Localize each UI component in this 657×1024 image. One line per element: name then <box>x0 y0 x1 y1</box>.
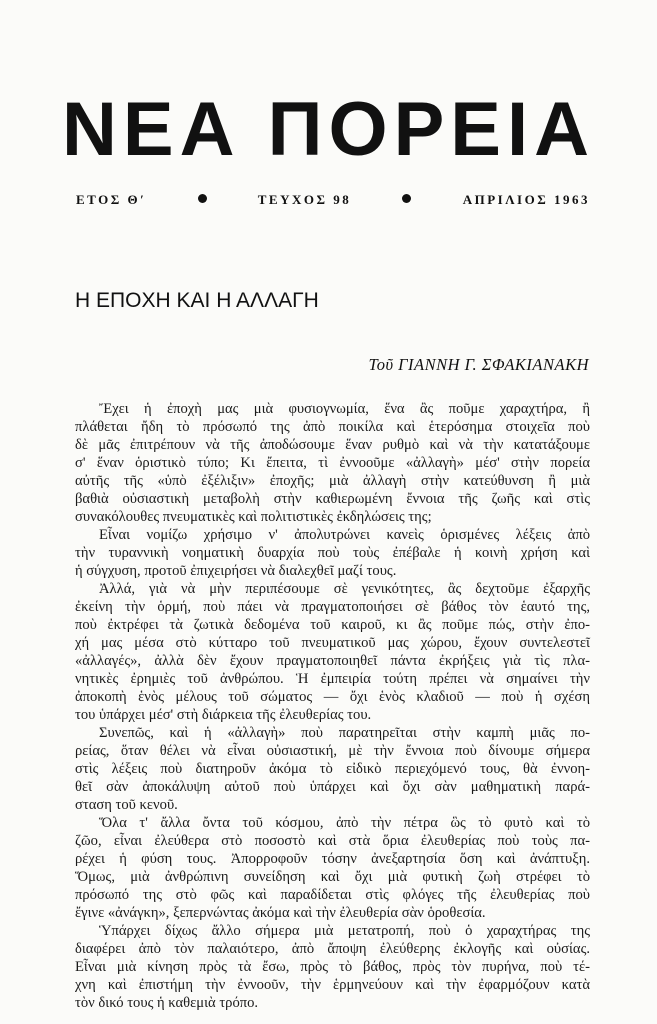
text-line: ζῶο, εἶναι ἐλεύθερα στὸ ποσοστὸ καὶ στὰ ὅρια ἐλευθερίας ποὺ τοὺς πα- <box>75 833 590 849</box>
text-line: τὸν δικό τους ἡ καθεμιὰ τρόπο. <box>75 995 259 1011</box>
text-line: Ὅλα τ' ἄλλα ὄντα τοῦ κόσμου, ἀπὸ τὴν πέτρα ὣς τὸ φυτὸ καὶ τὸ <box>99 815 590 831</box>
article-paragraph <box>75 400 590 526</box>
article-title: Η ΕΠΟΧΗ ΚΑΙ Η ΑΛΛΑΓΗ <box>75 289 319 312</box>
text-line: ποὺ ἐκτρέφει τὰ ζωτικὰ δεδομένα τοῦ καιροῦ, κι ἂς ποῦμε πώς, στὴν ἐπο- <box>75 617 590 633</box>
text-line: Συνεπῶς, καὶ ἡ «ἀλλαγὴ» ποὺ παρατηρεῖται στὴν καμπὴ μιᾶς πο- <box>99 725 590 741</box>
text-line: πλάθεται ἤδη τὸ πρόσωπό της ἀπὸ ποικίλα καὶ ἑτερόσημα στοιχεῖα ποὺ <box>75 419 590 435</box>
article-paragraph <box>75 724 590 814</box>
text-line: ἀποκοπὴ ἑνὸς μέλους τοῦ σώματος — ὄχι ἑνὸς κλαδιοῦ — ποὺ ἡ σχέση <box>75 689 590 705</box>
text-line: ἐκείνη τὴν ὁρμή, ποὺ πάει νὰ πραγματοποιήσει σὲ βάθος τὸν ἑαυτό της, <box>75 599 590 615</box>
text-line: «ἀλλαγές», ἀλλὰ δὲν ἔχουν πραγματοποιηθεῖ πάντα ἐκρήξεις γιὰ τὶς πλα- <box>75 653 590 669</box>
article-byline: Τοῦ ΓΙΑΝΝΗ Γ. ΣΦΑΚΙΑΝΑΚΗ <box>368 355 589 374</box>
article-paragraph <box>75 814 590 922</box>
text-line: Ὑπάρχει δίχως ἄλλο σήμερα μιὰ μετατροπή, ποὺ ὁ χαραχτήρας της <box>99 923 590 939</box>
text-line: σταση τοῦ κενοῦ. <box>75 797 178 813</box>
text-line: Ὅμως, μιὰ ἀνθρώπινη συνείδηση καὶ ὄχι μιὰ φυτικὴ ζωὴ στρέφει τὸ <box>75 869 590 885</box>
article-paragraph <box>75 526 590 580</box>
text-line: ρείας, ὅταν θέλει νὰ εἶναι οὐσιαστική, μὲ τὴν ἔννοια ποὺ δίνουμε σήμερα <box>75 743 590 759</box>
article-body <box>75 400 590 1012</box>
text-line: νητικὲς ἐρημιὲς τοῦ ἀνθρώπου. Ἡ ἐμπειρία τούτη πρέπει νὰ σημαίνει τὴν <box>75 671 590 687</box>
text-line: ἡ σύγχυση, προτοῦ ἐπιχειρήσει νὰ διαλεχθεῖ μαζί τους. <box>75 563 397 579</box>
text-line: ἔγινε «ἀνάγκη», ξεπερνώντας ἀκόμα καὶ τὴν ἐλευθερία σὰν ὁροθεσία. <box>75 905 486 921</box>
text-line: Εἶναι μιὰ κίνηση πρὸς τὰ ἔσω, πρὸς τὸ βάθος, πρὸς τὸν πυρήνα, ποὺ τέ- <box>75 959 590 975</box>
text-line: Ἔχει ἡ ἐποχὴ μας μιὰ φυσιογνωμία, ἕνα ἂς ποῦμε χαραχτήρα, ἢ <box>99 401 590 417</box>
text-line: δὲ μᾶς ἐπιτρέπουν νὰ τῆς ἀποδώσουμε ἕναν ρυθμὸ καὶ νὰ τὴν κατατάξουμε <box>75 437 590 453</box>
text-line: συνακόλουθες πνευματικὲς καὶ πολιτιστικὲς ἐκδηλώσεις της; <box>75 509 432 525</box>
text-line: αὐτῆς τῆς «ὑπὸ ἐξέλιξιν» ἐποχῆς; μιὰ ἀλλαγὴ στὴν κατεύθυνση ἢ μιὰ <box>75 473 590 489</box>
issue-year: ΕΤΟΣ Θʹ <box>76 192 147 207</box>
bullet-separator-icon <box>198 194 207 203</box>
bullet-separator-icon <box>402 194 411 203</box>
magazine-masthead: ΝΕΑ ΠΟΡΕΙΑ <box>62 87 595 172</box>
text-line: χή μας μέσα στὸ κύτταρο τοῦ πνευματικοῦ μας χώρου, ἔχουν συντελεστεῖ <box>75 635 590 651</box>
text-line: διαφέρει ἀπὸ τὸν παλαιότερο, ἀπὸ ἄποψη ἐλεύθερης ἐκλογῆς καὶ οὐσίας. <box>75 941 590 957</box>
article-paragraph <box>75 922 590 1012</box>
text-line: χνη καὶ ἐπιστήμη τὴν ἐννοοῦν, τὴν ἑρμηνεύουν καὶ τὴν ἐφαρμόζουν κατὰ <box>75 977 590 993</box>
text-line: Εἶναι νομίζω χρήσιμο ν' ἀπολυτρώνει κανεὶς ὁρισμένες λέξεις ἀπὸ <box>99 527 590 543</box>
text-line: του ὑπάρχει μέσ' στὴ διάρκεια τῆς ἐλευθερίας του. <box>75 707 372 723</box>
text-line: θεῖ σὰν ἀποκάλυψη αὐτοῦ ποὺ ὑπάρχει καὶ ὄχι σὰν μαθηματικὴ παρά- <box>75 779 590 795</box>
text-line: βαθιὰ οὐσιαστικὴ μεταβολὴ στὴν καθιερωμένη ἔννοια τῆς ζωῆς καὶ στὶς <box>75 491 590 507</box>
issue-number: ΤΕΥΧΟΣ 98 <box>257 192 352 207</box>
text-line: τὴν τυραννικὴ νοηματικὴ δυαρχία ποὺ τοὺς ἐπέβαλε ἡ κοινὴ χρήση καὶ <box>75 545 590 561</box>
text-line: Ἀλλά, γιὰ νὰ μὴν περιπέσουμε σὲ γενικότητες, ἂς δεχτοῦμε ἐξαρχῆς <box>99 581 590 597</box>
article-paragraph <box>75 580 590 724</box>
issue-date: ΑΠΡΙΛΙΟΣ 1963 <box>462 192 590 207</box>
text-line: ρέχει ἡ φύση τους. Ἀπορροφοῦν τόσην ἀνεξαρτησία ὅση καὶ ἀνάπτυξη. <box>75 851 590 867</box>
issue-info-line <box>76 192 590 208</box>
text-line: στὶς λέξεις ποὺ διατηροῦν ἀκόμα τὸ εἰδικὸ περιεχόμενό τους, θὰ ἐννοη- <box>75 761 590 777</box>
text-line: σ' ἕναν ὁριστικὸ τύπο; Κι ἔπειτα, τὶ ἐννοοῦμε «ἀλλαγὴ» μέσ' στὴν πορεία <box>75 455 590 471</box>
text-line: πρόσωπό της στὸ φῶς καὶ παραδίδεται στὶς φλόγες τῆς ἐλευθερίας ποὺ <box>75 887 590 903</box>
